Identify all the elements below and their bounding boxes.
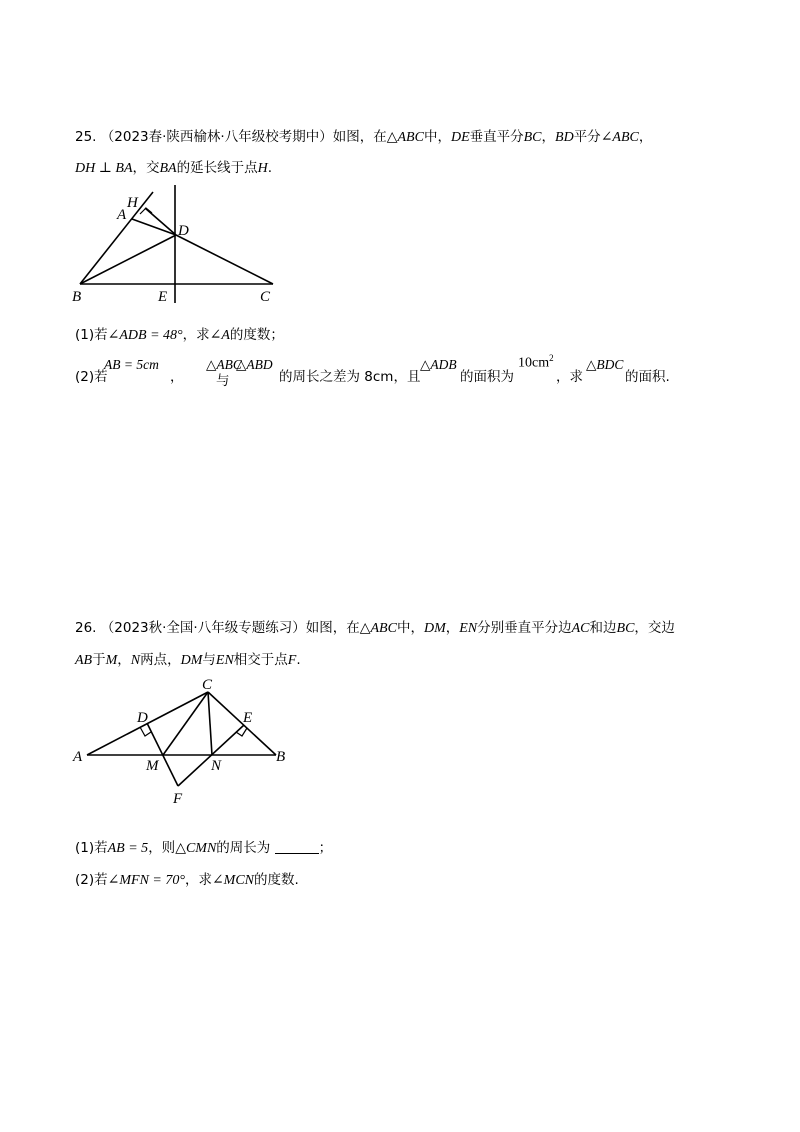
q25-bd: BD <box>555 130 574 145</box>
q26-part2-end: 的度数. <box>254 872 299 888</box>
q25-part2-end: 的面积. <box>625 369 670 385</box>
q25-part2-ask: ，求 <box>556 369 583 385</box>
q26-part1-end: 的周长为 <box>216 840 271 856</box>
q25-text: 中， <box>423 129 451 145</box>
q26-source: （2023秋·全国·八年级专题练习） <box>100 620 306 636</box>
q25-part2-area-text: 的面积为 <box>460 369 514 385</box>
q25-part1-expr: ∠ADB = 48° <box>107 328 183 343</box>
q26-text: 中， <box>396 620 424 636</box>
q26-triangle-abc: △ABC <box>359 621 397 636</box>
q26-text: . <box>296 652 301 668</box>
q25-ba: BA <box>159 161 177 176</box>
q26-part2 <box>75 870 299 891</box>
q25-triangle-abc: △ABC <box>386 130 424 145</box>
q26-text: 分别垂直平分边 <box>477 620 572 636</box>
q26-part1 <box>75 838 332 859</box>
q25-text: 平分 <box>573 129 601 145</box>
q25-source: （2023春·陕西榆林·八年级校考期中） <box>100 129 333 145</box>
q25-part1-angle: ∠A <box>209 328 230 343</box>
q26-part1-text: ，则 <box>148 840 176 856</box>
q26-text: 与 <box>202 652 216 668</box>
q25-figure <box>60 185 300 310</box>
q26-ac: AC <box>571 621 590 636</box>
q25-angle-abc: ∠ABC <box>600 130 639 145</box>
q26-f: F <box>287 653 297 668</box>
q26-text: 两点， <box>140 652 181 668</box>
q25-part2-tri-bdc: △BDC <box>586 357 624 372</box>
q26-text: 相交于点 <box>233 652 288 668</box>
q25-fig-label-e: E <box>158 289 168 305</box>
q26-m: M <box>105 653 118 668</box>
q26-part2-angle: ∠MCN <box>211 873 255 888</box>
q25-fig-label-d: D <box>178 223 189 239</box>
q26-stem-line2 <box>75 650 301 671</box>
q25-text: 的延长线于点 <box>176 160 258 176</box>
q26-fig-label-d: D <box>137 710 148 726</box>
q25-de: DE <box>450 130 470 145</box>
q26-part2-expr: ∠MFN = 70° <box>107 873 185 888</box>
q26-ab: AB <box>75 653 93 668</box>
q26-part1-semicolon: ； <box>318 840 333 856</box>
q26-text: ， <box>117 652 131 668</box>
q26-number: 26. <box>75 620 97 636</box>
q26-text: 和边 <box>589 620 617 636</box>
q25-h: H <box>257 161 268 176</box>
q26-en2: EN <box>215 653 234 668</box>
q26-fig-label-f: F <box>173 791 183 807</box>
q26-dm2: DM <box>180 653 203 668</box>
q25-text: ，交 <box>132 160 160 176</box>
q25-stem-line2 <box>75 158 272 179</box>
q26-fig-label-a: A <box>73 749 83 765</box>
q25-part2-text: 的周长之差为 8cm，且 <box>279 369 421 385</box>
q25-fig-label-h: H <box>127 195 138 211</box>
q26-part1-expr: AB = 5 <box>107 841 149 856</box>
q26-text: ，交边 <box>634 620 675 636</box>
q26-text: 于 <box>92 652 106 668</box>
q26-fig-label-b: B <box>276 749 286 765</box>
q25-text: 垂直平分 <box>469 129 524 145</box>
q25-text: ， <box>541 129 556 145</box>
q26-en: EN <box>459 621 478 636</box>
q25-part1-text: ，求 <box>182 327 210 343</box>
q26-fig-label-n: N <box>211 758 222 774</box>
q26-text: 如图，在 <box>305 620 360 636</box>
q25-part1-label: (1)若 <box>75 327 108 343</box>
q26-stem-line1 <box>75 618 675 639</box>
q25-part2-tri-adb: △ADB <box>420 357 457 372</box>
q26-figure <box>60 672 310 812</box>
q25-text: . <box>267 160 273 176</box>
q26-n: N <box>130 653 141 668</box>
q25-text: ， <box>638 129 653 145</box>
q25-part2-label: (2)若 <box>75 369 108 385</box>
q25-bc: BC <box>523 130 542 145</box>
q25-part2-with: 与 <box>216 373 230 389</box>
q26-part1-tri: △CMN <box>175 841 217 856</box>
q26-fig-label-e: E <box>243 710 253 726</box>
q25-stem-line1 <box>75 127 652 148</box>
q25-fig-label-a: A <box>117 207 127 223</box>
q25-part1-end: 的度数； <box>229 327 284 343</box>
q25-part2-tri-abc: △ABC <box>206 357 242 372</box>
q25-part2-val: 10cm <box>518 355 550 371</box>
q26-text: ， <box>445 620 460 636</box>
q26-fig-label-c: C <box>202 677 213 693</box>
q26-bc: BC <box>616 621 635 636</box>
q25-part2-area-value <box>518 353 554 372</box>
q25-fig-label-c: C <box>260 289 271 305</box>
q25-part2-ab: AB = 5cm <box>104 357 159 372</box>
q26-fig-label-m: M <box>146 758 159 774</box>
q25-part2-comma: ， <box>170 369 184 385</box>
answer-blank[interactable] <box>275 841 319 854</box>
q26-part1-label: (1)若 <box>75 840 108 856</box>
q25-dh-perp-ba: DH ⊥ BA <box>75 161 133 176</box>
q26-part2-text: ，求 <box>184 872 212 888</box>
q25-number: 25. <box>75 129 97 145</box>
q25-text: 如图，在 <box>332 129 387 145</box>
q25-fig-label-b: B <box>72 289 82 305</box>
q26-dm: DM <box>423 621 446 636</box>
q25-part2-sup: 2 <box>549 353 554 363</box>
q25-part2-tri-abd: △ABD <box>236 357 273 372</box>
q26-part2-label: (2)若 <box>75 872 108 888</box>
q25-part1 <box>75 325 284 346</box>
